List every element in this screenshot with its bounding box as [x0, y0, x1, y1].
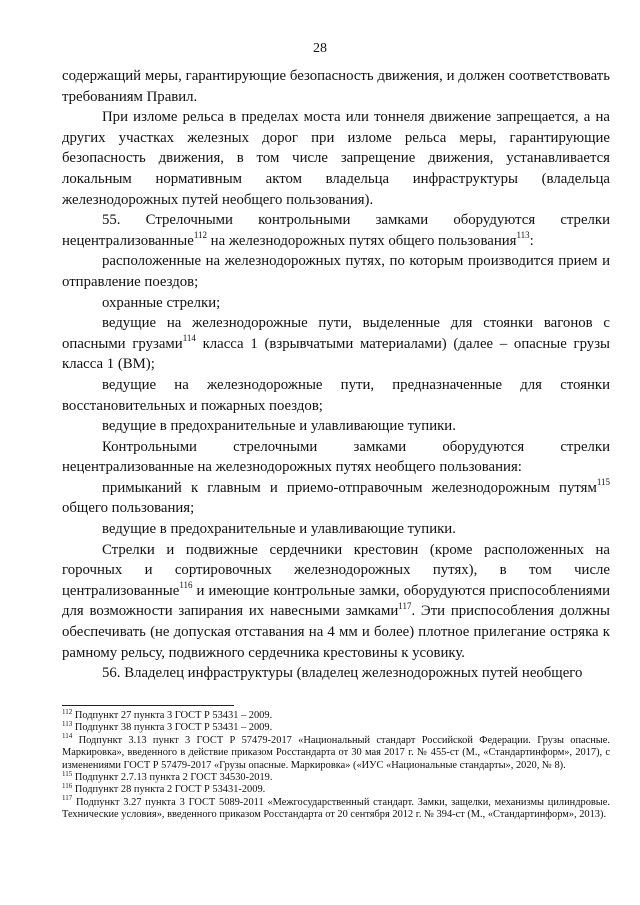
text-run: примыканий к главным и приемо-отправочным железнодорожным путям — [102, 479, 597, 496]
paragraph — [62, 313, 610, 375]
paragraph: Контрольными стрелочными замками оборудуются стрелки нецентрализованные на железнодорожных путях необщего пользования: — [62, 438, 610, 476]
footnote-ref[interactable]: 117 — [398, 600, 412, 611]
footnote-ref[interactable]: 113 — [516, 229, 530, 240]
text-run: класса 1 (взрывчатыми материалами) (далее – опасные грузы класса 1 (ВМ); — [62, 335, 610, 373]
text-run: общего пользования; — [62, 500, 195, 517]
paragraph: содержащий меры, гарантирующие безопасность движения, и должен соответствовать требованиям Правил. — [62, 68, 610, 105]
footnote-ref[interactable]: 115 — [596, 476, 610, 487]
footnote-text: Подпункт 3.13 пункт 3 ГОСТ Р 57479-2017 «Национальный стандарт Российской Федерации. Грузы опасные. Маркировка», введенного в действие приказом Росстандарта от 30 мая 2017 г. № 455-ст (М., «Стандартинформ», 2017), с изменениями ГОСТ Р 57479-2017 «Грузы опасные. Маркировка» («ИУС «Национальные стандарты», 2020, № 8). — [62, 734, 610, 771]
footnote-number: 114 — [62, 732, 73, 741]
paragraph: ведущие на железнодорожные пути, предназначенные для стоянки восстановительных и пожарных поездов; — [62, 376, 610, 414]
footnote-number: 113 — [62, 719, 73, 728]
paragraph — [62, 478, 610, 519]
text-run: : — [529, 232, 534, 249]
paragraph — [62, 540, 610, 664]
footnote-divider — [62, 705, 234, 706]
text-run: ведущие на железнодорожные пути, выделенные для стоянки вагонов с опасными грузами — [62, 315, 610, 352]
paragraph: охранные стрелки; — [102, 294, 221, 311]
text-run: на железнодорожных путях общего пользования — [206, 232, 517, 249]
footnote — [62, 781, 610, 796]
footnote-text: Подпункт 28 пункта 2 ГОСТ Р 53431-2009. — [72, 784, 266, 796]
footnote-ref[interactable]: 112 — [193, 229, 207, 240]
footnote-text: Подпункт 2.7.13 пункта 2 ГОСТ 34530-2019. — [72, 772, 273, 784]
footnote-number: 112 — [62, 707, 73, 716]
footnote-number: 116 — [62, 781, 73, 790]
footnote — [62, 707, 610, 722]
footnote — [62, 794, 610, 822]
footnote-ref[interactable]: 114 — [182, 332, 196, 343]
text-run: и имеющие контрольные замки, оборудуются приспособлениями для возможности запирания их навесными замками — [62, 582, 610, 620]
footnote-ref[interactable]: 116 — [179, 579, 193, 590]
text-run: Стрелки и подвижные сердечники крестовин (кроме расположенных на горочных и сортировочных железнодорожных путях), в том числе централизованные — [62, 541, 610, 599]
body-text — [62, 66, 610, 684]
page-number: 28 — [313, 41, 327, 56]
footnote — [62, 769, 610, 784]
footnotes — [62, 707, 610, 822]
text-run: . Эти приспособления должны обеспечивать (не допуская отставания на 4 мм и более) плотное прилегание остряка к рамному рельсу, подвижного сердечника крестовины к усовику. — [62, 603, 611, 661]
text-run: 55. Стрелочными контрольными замками оборудуются стрелки нецентрализованные — [62, 212, 610, 249]
paragraph-55 — [62, 210, 610, 251]
paragraph: ведущие в предохранительные и улавливающие тупики. — [102, 418, 456, 435]
footnote-text: Подпункт 38 пункта 3 ГОСТ Р 53431 – 2009. — [72, 722, 273, 734]
footnote-number: 117 — [62, 794, 73, 803]
footnote-text: Подпункт 3.27 пункта 3 ГОСТ 5089-2011 «Межгосударственный стандарт. Замки, защелки, механизмы цилиндровые. Технические условия», введенного приказом Росстандарта от 20 сентября 2012 г. № 394-ст (М., «Стандартинформ», 2013). — [62, 796, 610, 821]
footnote-text: Подпункт 27 пункта 3 ГОСТ Р 53431 – 2009. — [72, 710, 273, 721]
paragraph: При изломе рельса в пределах моста или тоннеля движение запрещается, а на других участках железных дорог при изломе рельса меры, гарантирующие безопасность движения, в том числе запрещение движения, устанавливается локальным нормативным актом владельца инфраструктуры (владельца железнодорожных путей необщего пользования). — [62, 109, 610, 208]
paragraph: ведущие в предохранительные и улавливающие тупики. — [102, 521, 456, 538]
footnote — [62, 719, 610, 734]
footnote-number: 115 — [62, 769, 73, 778]
footnote — [62, 732, 610, 772]
paragraph-56: 56. Владелец инфраструктуры (владелец железнодорожных путей необщего — [102, 665, 583, 682]
paragraph: расположенные на железнодорожных путях, по которым производится прием и отправление поездов; — [62, 253, 610, 290]
